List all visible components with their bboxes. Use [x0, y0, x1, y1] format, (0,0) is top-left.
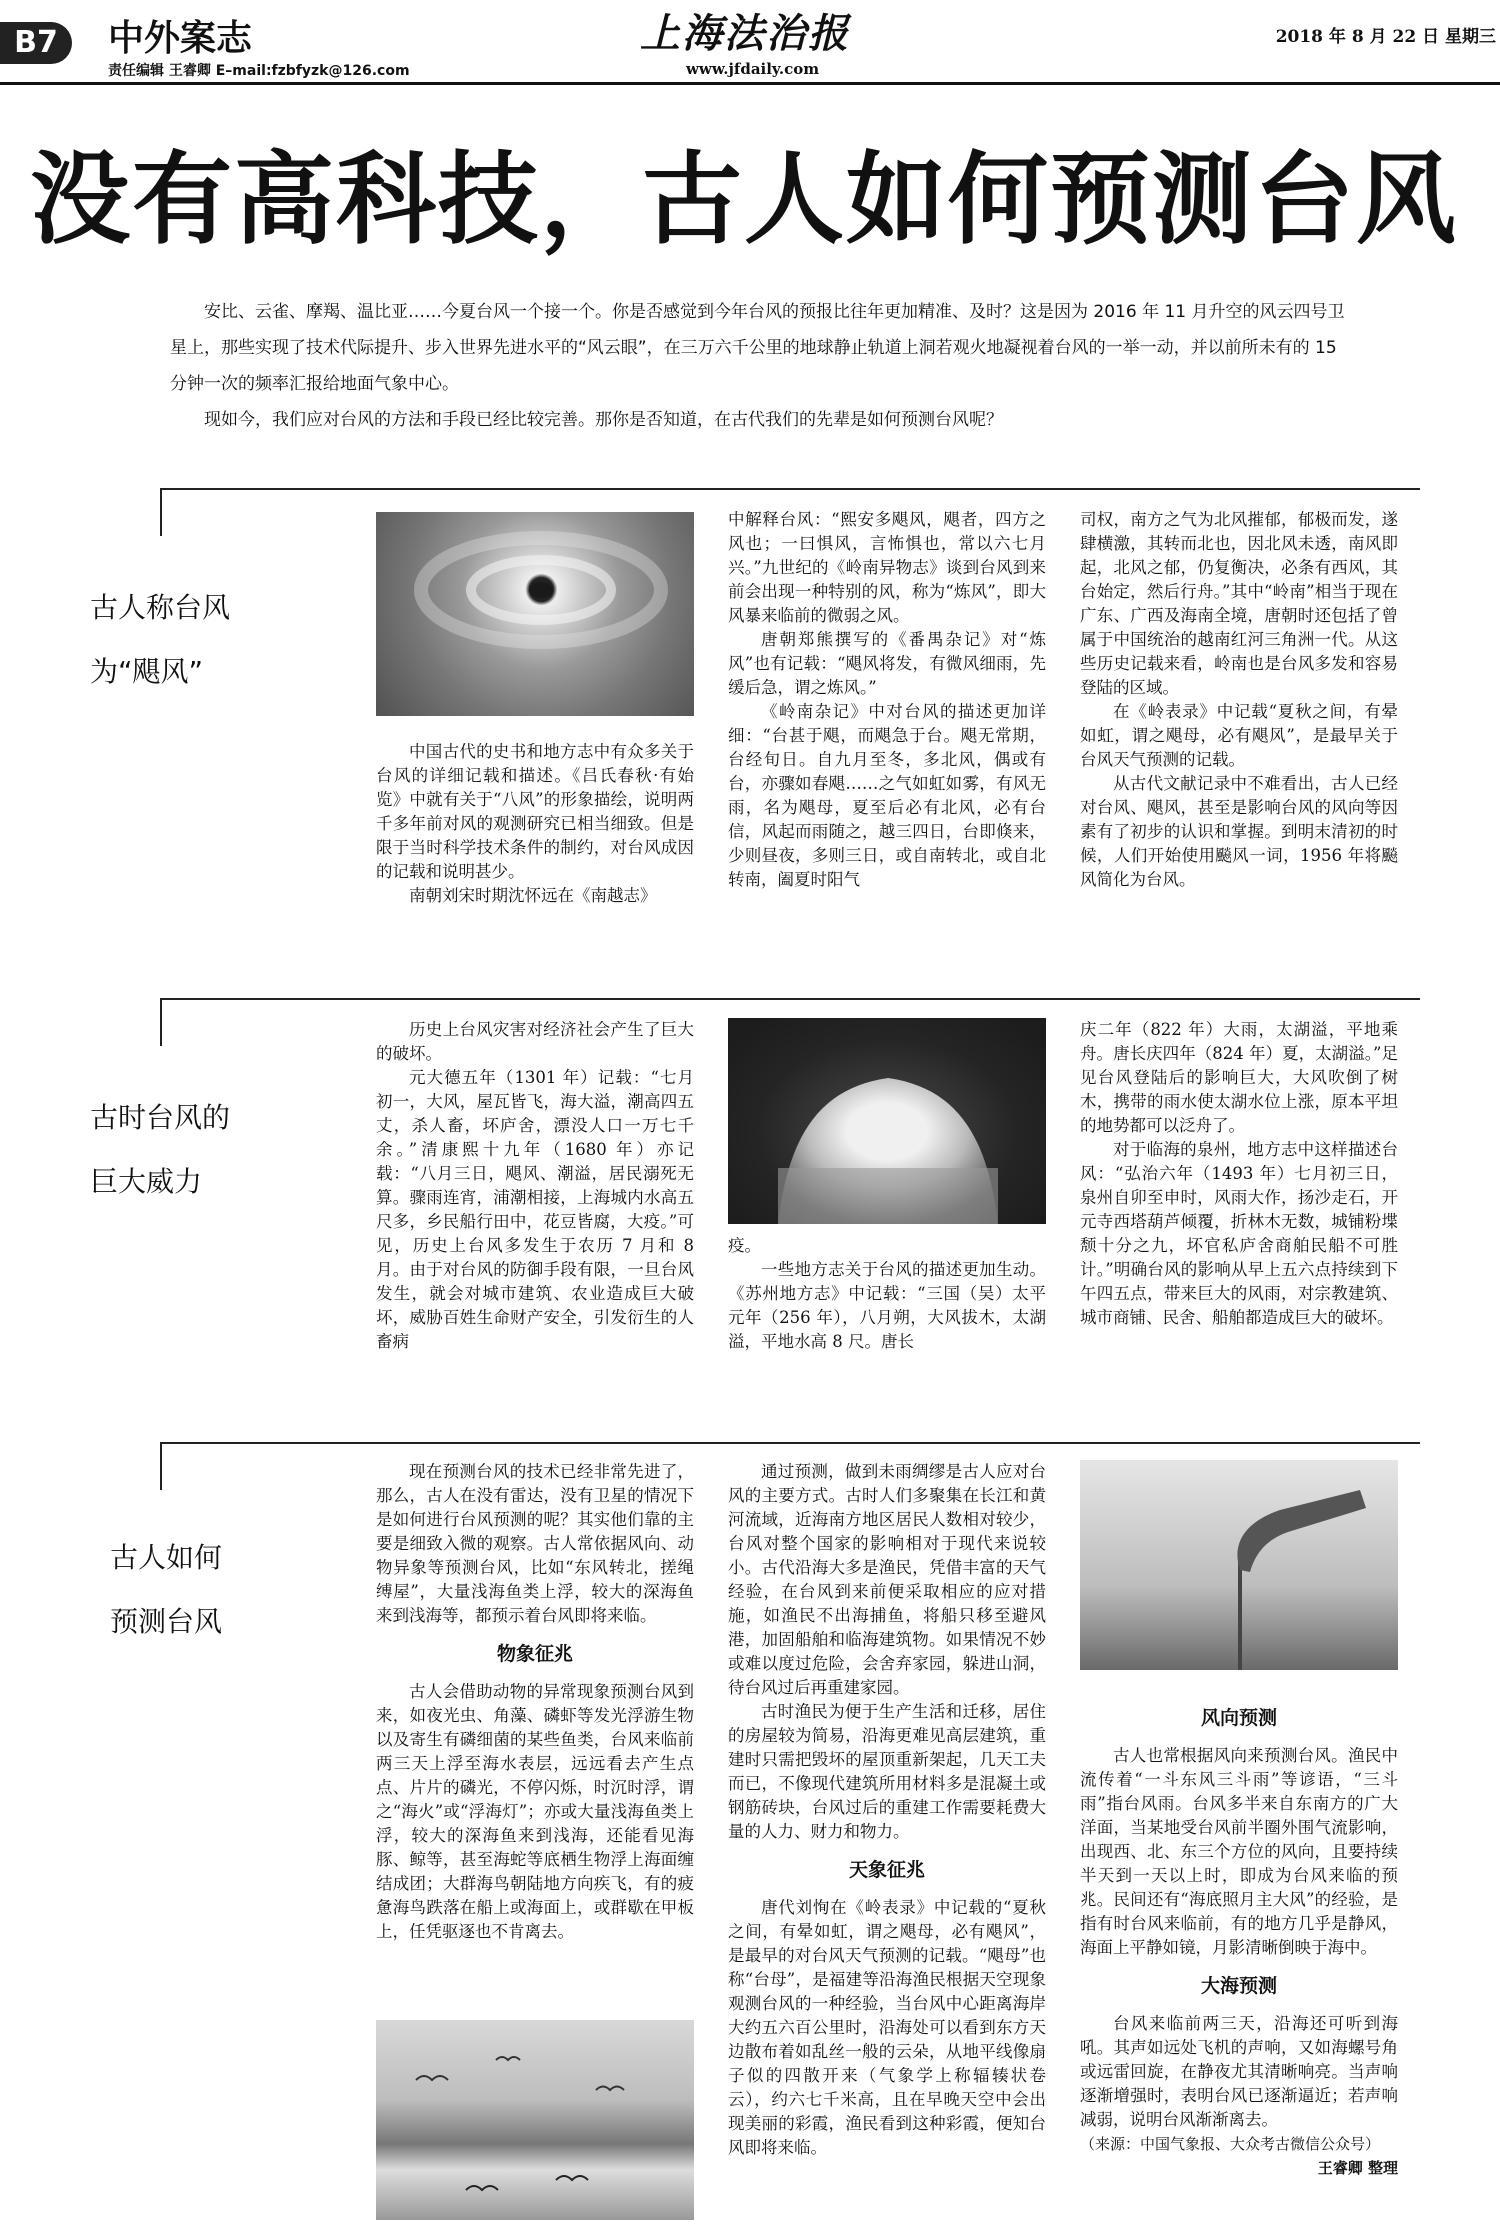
section-title: 古人称台风 为“飓风” — [90, 591, 231, 688]
windsock-photo — [1080, 1460, 1398, 1670]
subheading-sea-signs: 大海预测 — [1200, 1975, 1277, 1997]
newspaper-masthead: 上海法治报 — [640, 10, 850, 57]
section-rule-horizontal — [160, 488, 1420, 490]
intro-paragraph: 安比、云雀、摩羯、温比亚……今夏台风一个接一个。你是否感觉到今年台风的预报比往年更加精准、及时？这是因为 2016 年 11 月升空的风云四号卫星上，那些实现了技术代际提升、步入世界先进水平的“风云眼”，在三万六千公里的地球静止轨道上洞若观火地凝视着台风的一举一动，并以前所未有的 15 分钟一次的频率汇报给地面气象中心。 — [170, 302, 1345, 394]
section-rule-horizontal — [160, 1442, 1420, 1444]
section2-column1: 历史上台风灾害对经济社会产生了巨大的破坏。 元大德五年（1301 年）记载：“七月初一，大风，屋瓦皆飞，海大溢，潮高四五丈，杀人畜，坏庐舍，漂没人口一万七千余。”清康熙十九年（1680 年）亦记载：“八月三日，飓风、潮溢，居民溺死无算。骤雨连宵，浦潮相接，上海城内水高五尺多，乡民船行田中，花豆皆腐，大疫。”可见，历史上台风多发生于农历 7 月和 8 月。由于对台风的防御手段有限，一旦台风发生，就会对城市建筑、农业造成巨大破坏，威胁百姓生命财产安全，引发衍生的人畜病 — [376, 1020, 694, 1351]
section-rule-vertical — [160, 488, 162, 536]
section3-column3: 风向预测 古人也常根据风向来预测台风。渔民中流传着“一斗东风三斗雨”等谚语，“三斗雨”指台风雨。台风多半来自东南方的广大洋面，当某地受台风前半圈外围气流影响，出现西、北、东三个方位的风向，且要持续半天到一天以上时，即成为台风来临的预兆。民间还有“海底照月主大风”的经验，是指有时台风来临前，有的地方几乎是静风，海面上平静如镜，月影清晰倒映于海中。 大海预测 台风来临前两三天，沿海还可听到海吼。其声如远处飞机的声响，又如海螺号角或远雷回旋，在静夜尤其清晰响亮。当声响逐渐增强时，表明台风已逐渐逼近；若声响减弱，说明台风渐渐离去。 （来源：中国气象报、大众考古微信公众号） 王睿卿 整理 — [1080, 1706, 1398, 2180]
issue-date: 2018 年 8 月 22 日 星期三 — [1275, 27, 1496, 47]
compiler-credit: 王睿卿 整理 — [1317, 2159, 1398, 2177]
section-rule-vertical — [160, 1442, 162, 1490]
editor-line: 责任编辑 王睿卿 E–mail:fzbfyzk@126.com — [108, 63, 410, 79]
typhoon-satellite-photo — [376, 512, 694, 716]
article-source: （来源：中国气象报、大众考古微信公众号） — [1080, 2135, 1381, 2153]
page-headline: 没有高科技，古人如何预测台风 — [30, 141, 1458, 258]
section-rule-horizontal — [160, 998, 1420, 1000]
subheading-sky-signs: 天象征兆 — [848, 1859, 925, 1881]
seabird-icons — [376, 2020, 694, 2220]
section1-column3: 司权，南方之气为北风摧郁，郁极而发，遂肆横激，其转而北也，因北风未透，南风即起，北风之郁，仍复衡决，必条有西风，其台始定，然后行舟。”其中“岭南”相当于现在广东、广西及海南全境，唐朝时还包括了曾属于中国统治的越南红河三角洲一代。从这些历史记载来看，岭南也是台风多发和容易登陆的区域。 在《岭表录》中记载“夏秋之间，有晕如虹，谓之飓母，必有飓风”，是最早关于台风天气预测的记载。 从古代文献记录中不难看出，古人已经对台风、飓风，甚至是影响台风的风向等因素有了初步的认识和掌握。到明末清初的时候，人们开始使用飈风一词，1956 年将飈风简化为台风。 — [1080, 510, 1398, 889]
website-url: www.jfdaily.com — [686, 60, 820, 78]
subheading-wind-direction: 风向预测 — [1200, 1707, 1277, 1729]
intro-paragraphs — [170, 294, 1350, 438]
section-rule-vertical — [160, 998, 162, 1046]
section2-column3: 庆二年（822 年）大雨，太湖溢，平地乘舟。唐长庆四年（824 年）夏，太湖溢。”足见台风登陆后的影响巨大，大风吹倒了树木，携带的雨水使太湖水位上涨，原本平坦的地势都可以泛舟了。 对于临海的泉州，地方志中这样描述台风：“弘治六年（1493 年）七月初三日，泉州自卯至申时，风雨大作，扬沙走石，开元寺西塔葫芦倾覆，折林木无数，城铺粉堞颓十分之九，坏官私庐舍商舶民船不可胜计。”明确台风的影响从早上五六点持续到下午四五点，带来巨大的风雨，对宗教建筑、城市商铺、民舍、船舶都造成巨大的破坏。 — [1080, 1020, 1398, 1327]
section1-column1: 中国古代的史书和地方志中有众多关于台风的详细记载和描述。《吕氏春秋·有始览》中就有关于“八风”的形象描绘，说明两千多年前对风的观测研究已相当细致。但是限于当时科学技术条件的制约，对台风成因的记载和说明甚少。 南朝刘宋时期沈怀远在《南越志》 — [376, 742, 694, 905]
section2-column2: 疫。 一些地方志关于台风的描述更加生动。《苏州地方志》中记载：“三国（吴）太平元年（256 年），八月朔，大风拔木，太湖溢，平地水高 8 尺。唐长 — [728, 1236, 1046, 1351]
section3-column1: 现在预测台风的技术已经非常先进了，那么，古人在没有雷达，没有卫星的情况下是如何进行台风预测的呢？其实他们靠的主要是细致入微的观察。古人常依据风向、动物异象等预测台风，比如“东风转北，搓绳缚屋”，大量浅海鱼类上浮，较大的深海鱼来到浅海等，都预示着台风即将来临。 物象征兆 古人会借助动物的异常现象预测台风到来，如夜光虫、角藻、磷虾等发光浮游生物以及寄生有磷细菌的某些鱼类，台风来临前两三天上浮至海水表层，远远看去产生点点、片片的磷光，不停闪烁，时沉时浮，谓之“海火”或“浮海灯”；亦或大量浅海鱼类上浮，较大的深海鱼来到浅海，还能看见海豚、鲸等，甚至海蛇等底栖生物浮上海面缠结成团；大群海鸟朝陆地方向疾飞，有的疲惫海鸟跌落在船上或海面上，或群歇在甲板上，任凭驱逐也不肯离去。 — [376, 1462, 694, 1941]
typhoon-swirl-icon — [376, 512, 694, 716]
windsock-icon — [1080, 1460, 1398, 1670]
section-name: 中外案志 — [108, 18, 253, 59]
intro-paragraph: 现如今，我们应对台风的方法和手段已经比较完善。那你是否知道，在古代我们的先辈是如何预测台风呢？ — [204, 410, 1003, 430]
section-title: 古人如何 预测台风 — [110, 1541, 223, 1638]
section-title: 古时台风的 巨大威力 — [90, 1101, 231, 1198]
sea-cave-photo — [728, 1018, 1046, 1224]
cave-arch-icon — [728, 1018, 1046, 1224]
seabirds-waves-photo — [376, 2020, 694, 2220]
page-number-badge: B7 — [0, 22, 72, 64]
section1-column2: 中解释台风：“熙安多飓风，飓者，四方之风也；一曰惧风，言怖惧也，常以六七月兴。”九世纪的《岭南异物志》谈到台风到来前会出现一种特别的风，称为“炼风”，即大风暴来临前的微弱之风。 唐朝郑熊撰写的《番禺杂记》对“炼风”也有记载：“飓风将发，有微风细雨，先缓后急，谓之炼风。” 《岭南杂记》中对台风的描述更加详细：“台甚于飓，而飓急于台。飓无常期，台经旬日。自九月至冬，多北风，偶或有台，亦骤如春飓……之气如虹如雾，有风无雨，名为飓母，夏至后必有北风，必有台信，风起而雨随之，越三四日，台即倏来，少则昼夜，多则三日，或自南转北，或自北转南，阖夏时阳气 — [728, 510, 1046, 889]
section3-column2: 通过预测，做到未雨绸缪是古人应对台风的主要方式。古时人们多聚集在长江和黄河流域，近海南方地区居民人数相对较少，台风对整个国家的影响相对于现代来说较小。古代沿海大多是渔民，凭借丰富的天气经验，在台风到来前便采取相应的应对措施，如渔民不出海捕鱼，将船只移至避风港，加固船舶和临海建筑物。如果情况不妙或难以度过危险，会舍弃家园，躲进山洞，待台风过后再重建家园。 古时渔民为便于生产生活和迁移，居住的房屋较为简易，沿海更难见高层建筑，重建时只需把毁坏的屋顶重新架起，几天工夫而已，不像现代建筑所用材料多是混凝土或钢筋砖块，台风过后的重建工作需要耗费大量的人力、财力和物力。 天象征兆 唐代刘恂在《岭表录》中记载的“夏秋之间，有晕如虹，谓之飓母，必有飓风”，是最早的对台风天气预测的记载。“飓母”也称“台母”，是福建等沿海渔民根据天空现象观测台风的一种经验，当台风中心距离海岸大约五六百公里时，沿海处可以看到东方天边散布着如乱丝一般的云朵，从地平线像扇子似的四散开来（气象学上称辐辏状卷云），约六七千米高，且在早晚天空中会出现美丽的彩霞，渔民看到这种彩霞，便知台风即将来临。 — [728, 1462, 1046, 2157]
subheading-phenomena: 物象征兆 — [496, 1643, 573, 1665]
header-divider — [0, 82, 1500, 85]
